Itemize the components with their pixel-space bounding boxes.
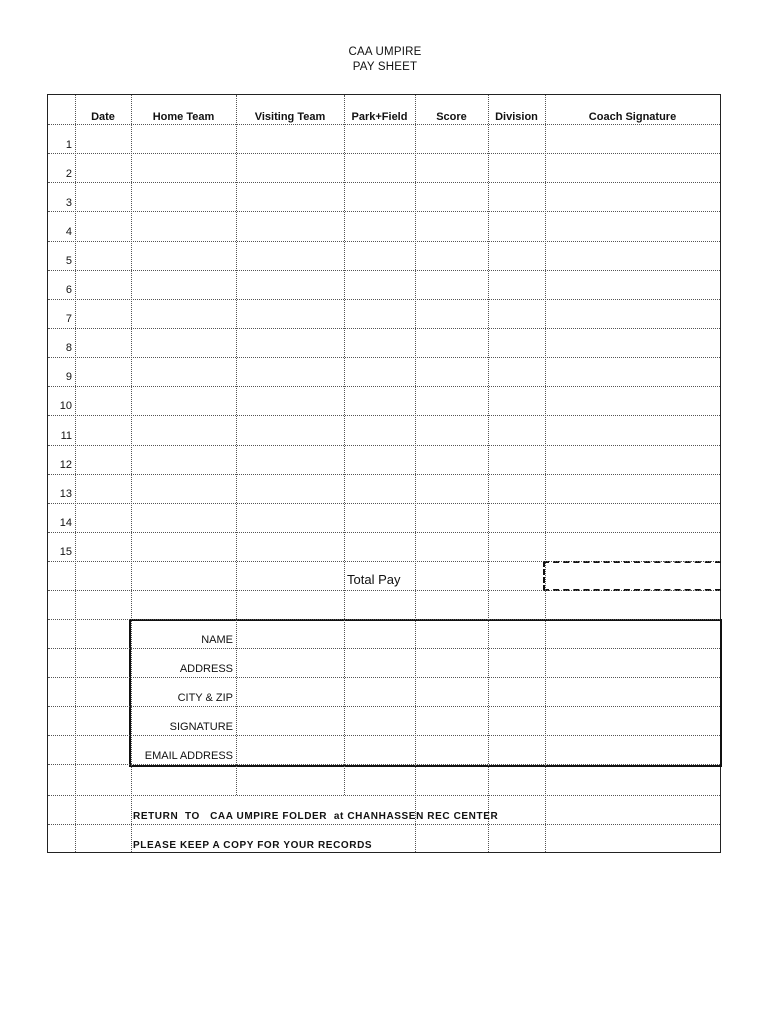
header-coach-signature: Coach Signature (588, 111, 677, 123)
grid-row-line (48, 211, 720, 212)
grid-row-line (48, 648, 720, 649)
grid-row-line (48, 270, 720, 271)
grid-column-line (131, 95, 132, 852)
grid-row-line (48, 824, 720, 825)
header-home-team: Home Team (152, 111, 215, 123)
grid-column-line (75, 95, 76, 852)
grid-column-line (415, 95, 416, 852)
address-label: ADDRESS (179, 663, 233, 675)
row-number: 14 (59, 517, 72, 529)
title-line-1: CAA UMPIRE (348, 46, 422, 58)
row-number: 10 (59, 400, 72, 412)
grid-row-line (48, 445, 720, 446)
total-pay-box[interactable] (543, 561, 721, 591)
header-visiting-team: Visiting Team (254, 111, 326, 123)
grid-column-line (545, 95, 546, 852)
grid-row-line (48, 299, 720, 300)
row-number: 3 (65, 197, 72, 209)
city-zip-label: CITY & ZIP (177, 692, 233, 704)
grid-row-line (48, 795, 720, 796)
row-number: 2 (65, 168, 72, 180)
keep-copy-note: PLEASE KEEP A COPY FOR YOUR RECORDS (133, 840, 373, 851)
pay-sheet-table (47, 94, 721, 853)
header-score: Score (436, 111, 467, 123)
row-number: 9 (65, 371, 72, 383)
grid-row-line (48, 415, 720, 416)
grid-row-line (48, 503, 720, 504)
grid-row-line (48, 706, 720, 707)
title-line-2: PAY SHEET (352, 61, 418, 73)
grid-row-line (48, 735, 720, 736)
grid-column-line (236, 95, 237, 795)
grid-row-line (48, 386, 720, 387)
row-number: 7 (65, 313, 72, 325)
document-title (0, 45, 770, 75)
header-division: Division (495, 111, 538, 123)
grid-row-line (48, 357, 720, 358)
grid-row-line (48, 241, 720, 242)
grid-row-line (48, 182, 720, 183)
email-address-label: EMAIL ADDRESS (144, 750, 233, 762)
row-number: 12 (59, 459, 72, 471)
total-pay-label: Total Pay (347, 572, 401, 587)
grid-row-line (48, 561, 720, 562)
grid-row-line (48, 532, 720, 533)
grid-row-line (48, 590, 720, 591)
header-date: Date (91, 111, 115, 123)
signature-label: SIGNATURE (169, 721, 233, 733)
row-number: 8 (65, 342, 72, 354)
name-label: NAME (201, 634, 233, 646)
row-number: 5 (65, 255, 72, 267)
row-number: 11 (60, 430, 72, 442)
grid-row-line (48, 124, 720, 125)
row-number: 13 (59, 488, 72, 500)
grid-column-line (344, 95, 345, 795)
grid-row-line (48, 764, 720, 765)
grid-column-line (488, 95, 489, 852)
grid-row-line (48, 619, 720, 620)
grid-row-line (48, 153, 720, 154)
grid-row-line (48, 677, 720, 678)
row-number: 6 (65, 284, 72, 296)
grid-row-line (48, 328, 720, 329)
grid-row-line (48, 474, 720, 475)
row-number: 15 (59, 546, 72, 558)
row-number: 4 (65, 226, 72, 238)
header-park-field: Park+Field (351, 111, 408, 123)
row-number: 1 (65, 139, 72, 151)
return-instructions: RETURN TO CAA UMPIRE FOLDER at CHANHASSEN REC CENTER (133, 811, 499, 822)
